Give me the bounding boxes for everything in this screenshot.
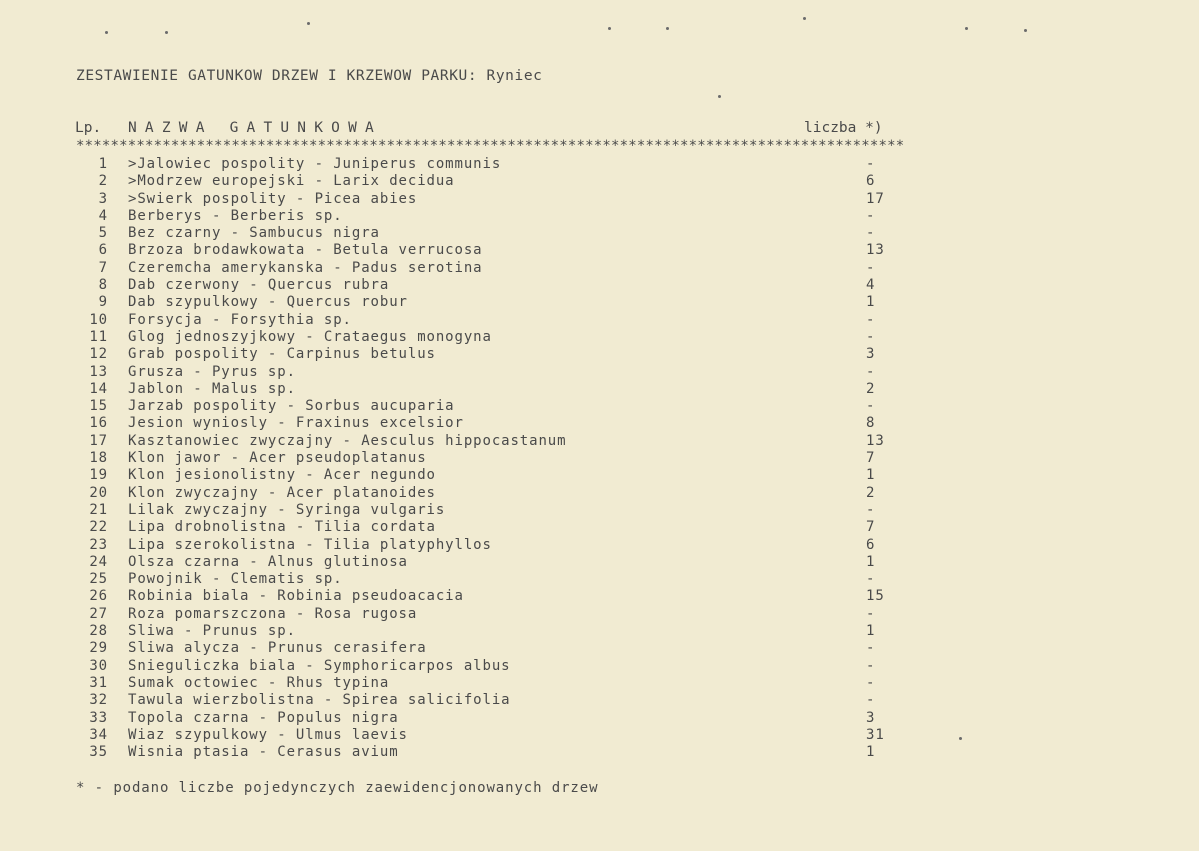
- row-number: 6: [98, 242, 108, 259]
- row-number: 31: [89, 674, 108, 691]
- species-name: >Jalowiec pospolity - Juniperus communis: [128, 156, 502, 172]
- table-row: [76, 658, 916, 675]
- table-row: [76, 191, 916, 208]
- row-number: 17: [89, 432, 108, 449]
- paper-speck: [718, 95, 721, 98]
- species-name: Klon jesionolistny - Acer negundo: [128, 467, 436, 484]
- table-row: [76, 554, 916, 571]
- table-row: [76, 502, 916, 519]
- paper-speck: [666, 27, 669, 30]
- tree-count: 13: [866, 432, 885, 449]
- species-name: Glog jednoszyjkowy - Crataegus monogyna: [128, 328, 492, 345]
- table-row: [76, 692, 916, 709]
- species-name: Lipa drobnolistna - Tilia cordata: [128, 519, 436, 536]
- species-name: >Swierk pospolity - Picea abies: [128, 190, 418, 207]
- species-name: Lilak zwyczajny - Syringa vulgaris: [128, 501, 446, 518]
- table-row: [76, 312, 916, 329]
- species-name: Czeremcha amerykanska - Padus serotina: [128, 259, 483, 276]
- tree-count: 17: [866, 190, 885, 207]
- species-name: Snieguliczka biala - Symphoricarpos albus: [128, 657, 511, 674]
- species-name: Brzoza brodawkowata - Betula verrucosa: [128, 242, 483, 259]
- tree-count: 7: [866, 450, 876, 467]
- species-name: Forsycja - Forsythia sp.: [128, 311, 352, 328]
- species-name: Sumak octowiec - Rhus typina: [128, 674, 390, 691]
- paper-speck: [803, 17, 806, 20]
- row-number: 23: [89, 536, 108, 553]
- tree-count: 2: [866, 484, 876, 501]
- tree-count: 1: [866, 294, 876, 311]
- row-number: 2: [98, 173, 108, 190]
- row-number: 14: [89, 380, 108, 397]
- species-name: Dab czerwony - Quercus rubra: [128, 277, 390, 294]
- table-row: [76, 346, 916, 363]
- table-row: [76, 381, 916, 398]
- tree-count: -: [866, 501, 876, 518]
- tree-count: -: [866, 259, 876, 276]
- row-number: 11: [89, 328, 108, 345]
- species-name: Kasztanowiec zwyczajny - Aesculus hippocastanum: [128, 432, 567, 449]
- table-row: [76, 225, 916, 242]
- species-name: Bez czarny - Sambucus nigra: [128, 225, 380, 242]
- footnote: * - podano liczbe pojedynczych zaewidencjonowanych drzew: [76, 780, 599, 796]
- paper-speck: [965, 27, 968, 30]
- row-number: 9: [98, 294, 108, 311]
- row-number: 22: [89, 519, 108, 536]
- species-name: Roza pomarszczona - Rosa rugosa: [128, 605, 418, 622]
- tree-count: 1: [866, 467, 876, 484]
- table-row: [76, 173, 916, 190]
- species-name: Klon zwyczajny - Acer platanoides: [128, 484, 436, 501]
- tree-count: -: [866, 674, 876, 691]
- table-row: [76, 571, 916, 588]
- species-name: Jablon - Malus sp.: [128, 380, 296, 397]
- row-number: 5: [98, 225, 108, 242]
- species-name: Grusza - Pyrus sp.: [128, 363, 296, 380]
- paper-speck: [1024, 29, 1027, 32]
- tree-count: -: [866, 605, 876, 622]
- table-row: [76, 744, 916, 761]
- document-title: ZESTAWIENIE GATUNKOW DRZEW I KRZEWOW PARKU: Ryniec: [76, 68, 543, 84]
- tree-count: -: [866, 692, 876, 709]
- column-header-lp: Lp.: [75, 120, 102, 136]
- tree-count: 6: [866, 173, 876, 190]
- row-number: 25: [89, 571, 108, 588]
- species-name: Tawula wierzbolistna - Spirea salicifolia: [128, 692, 511, 709]
- table-row: [76, 415, 916, 432]
- tree-count: -: [866, 363, 876, 380]
- table-row: [76, 242, 916, 259]
- row-number: 18: [89, 450, 108, 467]
- paper-speck: [165, 31, 168, 34]
- row-number: 16: [89, 415, 108, 432]
- tree-count: -: [866, 207, 876, 224]
- row-number: 20: [89, 484, 108, 501]
- tree-count: -: [866, 657, 876, 674]
- species-name: Olsza czarna - Alnus glutinosa: [128, 553, 408, 570]
- table-row: [76, 727, 916, 744]
- species-name: Sliwa - Prunus sp.: [128, 623, 296, 640]
- table-row: [76, 537, 916, 554]
- tree-count: -: [866, 156, 876, 172]
- species-name: Wisnia ptasia - Cerasus avium: [128, 744, 399, 761]
- table-row: [76, 519, 916, 536]
- species-name: Berberys - Berberis sp.: [128, 207, 343, 224]
- tree-count: -: [866, 571, 876, 588]
- species-name: Jarzab pospolity - Sorbus aucuparia: [128, 398, 455, 415]
- species-name: >Modrzew europejski - Larix decidua: [128, 173, 455, 190]
- tree-count: 7: [866, 519, 876, 536]
- table-row: [76, 485, 916, 502]
- row-number: 19: [89, 467, 108, 484]
- table-row: [76, 329, 916, 346]
- row-number: 28: [89, 623, 108, 640]
- table-row: [76, 675, 916, 692]
- tree-count: 1: [866, 553, 876, 570]
- species-name: Powojnik - Clematis sp.: [128, 571, 343, 588]
- row-number: 26: [89, 588, 108, 605]
- table-row: [76, 640, 916, 657]
- row-number: 29: [89, 640, 108, 657]
- tree-count: 2: [866, 380, 876, 397]
- species-name: Grab pospolity - Carpinus betulus: [128, 346, 436, 363]
- row-number: 7: [98, 259, 108, 276]
- tree-count: -: [866, 225, 876, 242]
- species-table: [76, 156, 916, 761]
- table-row: [76, 364, 916, 381]
- paper-speck: [105, 31, 108, 34]
- row-number: 24: [89, 553, 108, 570]
- table-row: [76, 433, 916, 450]
- species-name: Klon jawor - Acer pseudoplatanus: [128, 450, 427, 467]
- row-number: 12: [89, 346, 108, 363]
- tree-count: 15: [866, 588, 885, 605]
- table-row: [76, 398, 916, 415]
- paper-speck: [959, 737, 962, 740]
- table-row: [76, 450, 916, 467]
- paper-speck: [608, 27, 611, 30]
- row-number: 35: [89, 744, 108, 761]
- table-row: [76, 156, 916, 173]
- species-name: Lipa szerokolistna - Tilia platyphyllos: [128, 536, 492, 553]
- species-name: Robinia biala - Robinia pseudoacacia: [128, 588, 464, 605]
- row-number: 27: [89, 605, 108, 622]
- row-number: 32: [89, 692, 108, 709]
- tree-count: -: [866, 398, 876, 415]
- species-name: Dab szypulkowy - Quercus robur: [128, 294, 408, 311]
- tree-count: 4: [866, 277, 876, 294]
- species-name: Jesion wyniosly - Fraxinus excelsior: [128, 415, 464, 432]
- species-name: Topola czarna - Populus nigra: [128, 709, 399, 726]
- tree-count: 31: [866, 726, 885, 743]
- asterisk-separator: ************************************************************************************************: [76, 138, 905, 154]
- species-name: Sliwa alycza - Prunus cerasifera: [128, 640, 427, 657]
- row-number: 21: [89, 501, 108, 518]
- tree-count: 3: [866, 346, 876, 363]
- tree-count: 1: [866, 744, 876, 761]
- table-row: [76, 588, 916, 605]
- paper-speck: [307, 22, 310, 25]
- table-row: [76, 208, 916, 225]
- tree-count: 13: [866, 242, 885, 259]
- row-number: 8: [98, 277, 108, 294]
- table-row: [76, 294, 916, 311]
- table-row: [76, 467, 916, 484]
- tree-count: 1: [866, 623, 876, 640]
- tree-count: -: [866, 640, 876, 657]
- table-row: [76, 623, 916, 640]
- row-number: 1: [98, 156, 108, 172]
- tree-count: 6: [866, 536, 876, 553]
- row-number: 15: [89, 398, 108, 415]
- column-header-count: liczba *): [804, 120, 883, 136]
- tree-count: 8: [866, 415, 876, 432]
- table-row: [76, 260, 916, 277]
- tree-count: -: [866, 328, 876, 345]
- column-header-name: NAZWA GATUNKOWA: [128, 120, 382, 136]
- species-name: Wiaz szypulkowy - Ulmus laevis: [128, 726, 408, 743]
- row-number: 13: [89, 363, 108, 380]
- tree-count: -: [866, 311, 876, 328]
- row-number: 10: [89, 311, 108, 328]
- table-row: [76, 277, 916, 294]
- tree-count: 3: [866, 709, 876, 726]
- table-row: [76, 710, 916, 727]
- row-number: 33: [89, 709, 108, 726]
- table-row: [76, 606, 916, 623]
- row-number: 30: [89, 657, 108, 674]
- row-number: 34: [89, 726, 108, 743]
- row-number: 4: [98, 207, 108, 224]
- row-number: 3: [98, 190, 108, 207]
